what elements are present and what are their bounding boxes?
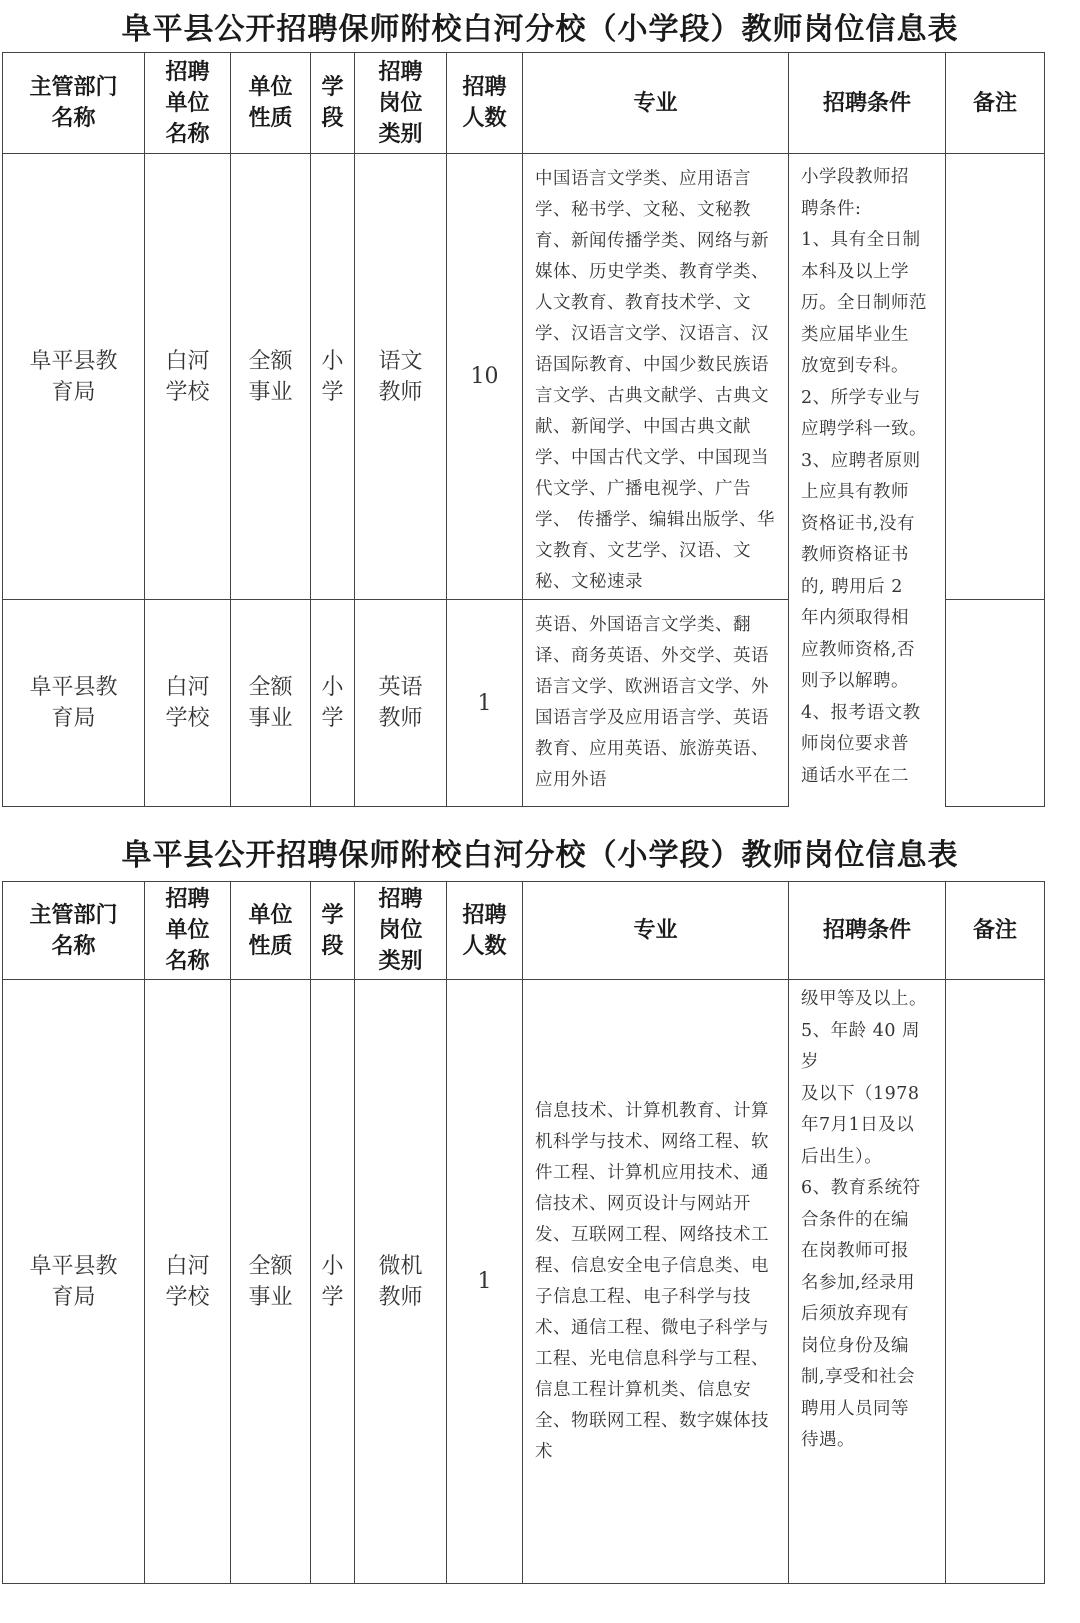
page-title: 阜平县公开招聘保师附校白河分校（小学段）教师岗位信息表 bbox=[121, 838, 959, 873]
header-unit: 招聘 单位 名称 bbox=[145, 53, 231, 154]
header-notes: 备注 bbox=[946, 882, 1045, 980]
header-count: 招聘 人数 bbox=[447, 882, 523, 980]
major-cell: 英语、外国语言文学类、翻译、商务英语、外交学、英语语言文学、欧洲语言文学、外国语言学及应用语言学、英语教育、应用英语、旅游英语、应用外语 bbox=[523, 600, 789, 807]
dept-cell: 阜平县教 育局 bbox=[3, 600, 145, 807]
dept-cell: 阜平县教 育局 bbox=[3, 154, 145, 600]
job-table-2 bbox=[2, 881, 1045, 1584]
stage-cell: 小 学 bbox=[311, 980, 355, 1584]
stage-cell: 小 学 bbox=[311, 600, 355, 807]
table-row bbox=[3, 154, 1045, 600]
header-conditions: 招聘条件 bbox=[789, 882, 946, 980]
header-conditions: 招聘条件 bbox=[789, 53, 946, 154]
major-cell: 中国语言文学类、应用语言学、秘书学、文秘、文秘教育、新闻传播学类、网络与新媒体、历史学类、教育学类、人文教育、教育技术学、文学、汉语言文学、汉语言、汉语国际教育、中国少数民族语言文学、古典文献学、古典文献、新闻学、中国古典文献学、中国古代文学、中国现当代文学、广播电视学、广告学、 传播学、编辑出版学、华文教育、文艺学、汉语、文秘、文秘速录 bbox=[523, 154, 789, 600]
table-header-row bbox=[3, 53, 1045, 154]
nature-cell: 全额 事业 bbox=[231, 154, 311, 600]
count-cell: 1 bbox=[447, 600, 523, 807]
header-dept: 主管部门 名称 bbox=[3, 53, 145, 154]
notes-cell bbox=[946, 980, 1045, 1584]
header-category: 招聘 岗位 类别 bbox=[355, 882, 447, 980]
unit-cell: 白河 学校 bbox=[145, 154, 231, 600]
header-dept: 主管部门 名称 bbox=[3, 882, 145, 980]
stage-cell: 小 学 bbox=[311, 154, 355, 600]
category-cell: 英语 教师 bbox=[355, 600, 447, 807]
dept-cell: 阜平县教 育局 bbox=[3, 980, 145, 1584]
notes-cell bbox=[946, 600, 1045, 807]
job-table-1 bbox=[2, 52, 1045, 807]
page-title: 阜平县公开招聘保师附校白河分校（小学段）教师岗位信息表 bbox=[121, 12, 959, 47]
header-nature: 单位 性质 bbox=[231, 882, 311, 980]
conditions-cell: 级甲等及以上。 5、年龄 40 周岁 及以下（1978 年7月1日及以 后出生）。 6、教育系统符 合条件的在编 在岗教师可报 名参加,经录用 后须放弃现有 岗位身份及编 制,享受和社会 聘用人员同等 待遇。 bbox=[789, 980, 946, 1584]
unit-cell: 白河 学校 bbox=[145, 980, 231, 1584]
header-major: 专业 bbox=[523, 882, 789, 980]
header-stage: 学 段 bbox=[311, 53, 355, 154]
category-cell: 微机 教师 bbox=[355, 980, 447, 1584]
header-count: 招聘 人数 bbox=[447, 53, 523, 154]
header-notes: 备注 bbox=[946, 53, 1045, 154]
unit-cell: 白河 学校 bbox=[145, 600, 231, 807]
conditions-cell: 小学段教师招 聘条件: 1、具有全日制 本科及以上学 历。全日制师范 类应届毕业生 放宽到专科。 2、所学专业与 应聘学科一致。 3、应聘者原则 上应具有教师 资格证书,没有 教师资格证书 的, 聘用后 2 年内须取得相 应教师资格,否 则予以解聘。 4、报考语文教 师岗位要求普 通话水平在二 bbox=[789, 154, 946, 807]
header-unit: 招聘 单位 名称 bbox=[145, 882, 231, 980]
table-header-row bbox=[3, 882, 1045, 980]
header-major: 专业 bbox=[523, 53, 789, 154]
header-nature: 单位 性质 bbox=[231, 53, 311, 154]
notes-cell bbox=[946, 154, 1045, 600]
nature-cell: 全额 事业 bbox=[231, 600, 311, 807]
count-cell: 1 bbox=[447, 980, 523, 1584]
table-row bbox=[3, 980, 1045, 1584]
header-category: 招聘 岗位 类别 bbox=[355, 53, 447, 154]
header-stage: 学 段 bbox=[311, 882, 355, 980]
nature-cell: 全额 事业 bbox=[231, 980, 311, 1584]
count-cell: 10 bbox=[447, 154, 523, 600]
major-cell: 信息技术、计算机教育、计算机科学与技术、网络工程、软件工程、计算机应用技术、通信技术、网页设计与网站开发、互联网工程、网络技术工程、信息安全电子信息类、电子信息工程、电子科学与技术、通信工程、微电子科学与工程、光电信息科学与工程、信息工程计算机类、信息安全、物联网工程、数字媒体技术 bbox=[523, 980, 789, 1584]
category-cell: 语文 教师 bbox=[355, 154, 447, 600]
